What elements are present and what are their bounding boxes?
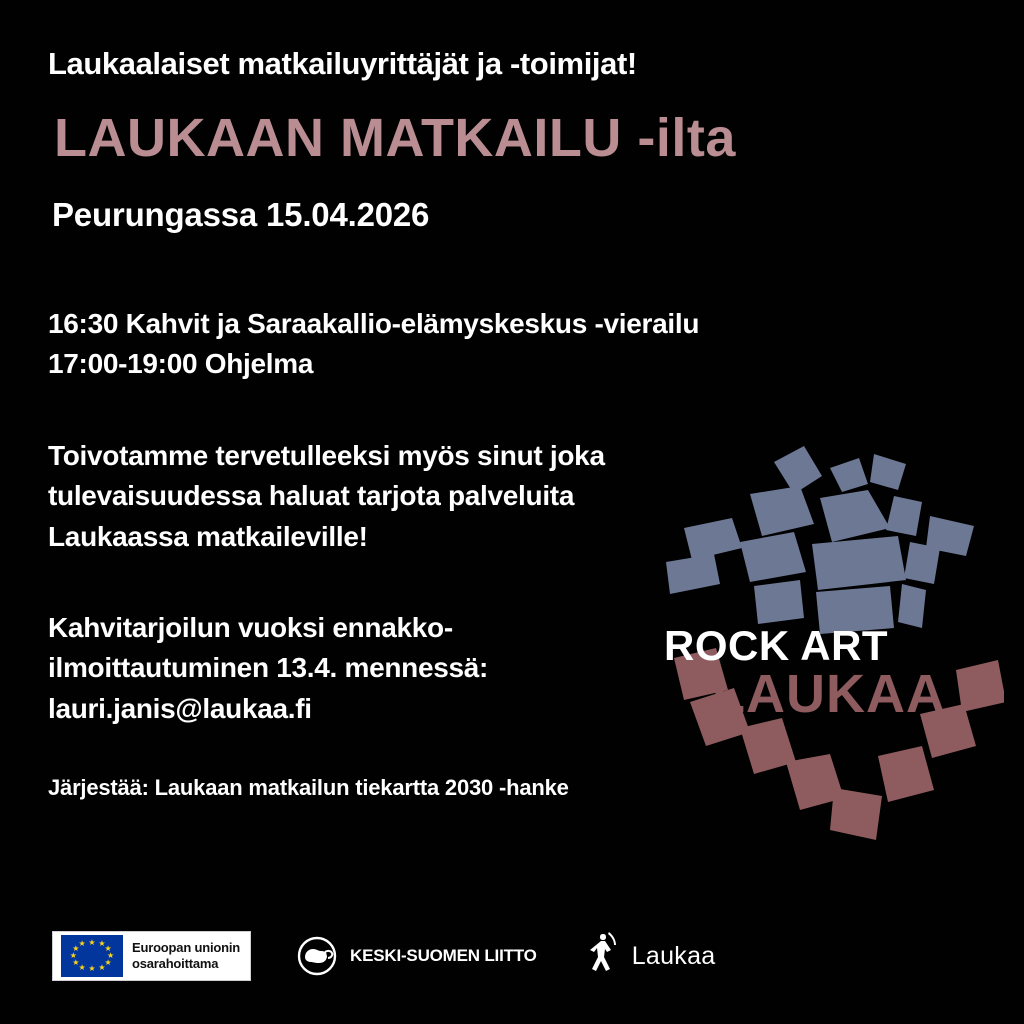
welcome-block [48,436,748,558]
laukaa-municipality-logo [581,930,716,982]
organizer-line: Järjestää: Laukaan matkailun tiekartta 2030 -hanke [48,775,569,801]
signup-block [48,608,748,730]
eu-flag-icon: ★ ★ ★ ★ ★ ★ ★ ★ ★ ★ ★ ★ [61,935,123,977]
welcome-line: Laukaassa matkaileville! [48,521,368,553]
footer-logos [52,930,716,982]
poster-subtitle: Peurungassa 15.04.2026 [52,196,430,234]
laukaa-label: Laukaa [631,941,716,970]
rock-art-word-top: ROCK ART [664,622,889,669]
schedule-block [48,304,748,384]
archer-figure-icon [581,930,625,982]
poster-content [48,46,748,801]
poster-kicker: Laukaalaiset matkailuyrittäjät ja -toimijat! [48,46,637,81]
welcome-line: Toivotamme tervetulleeksi myös sinut joka [48,439,605,471]
eu-funding-logo [52,931,251,981]
welcome-line: tulevaisuudessa haluat tarjota palveluita [48,480,575,512]
eu-funding-line1: Euroopan unionin [132,939,241,955]
signup-line: Kahvitarjoilun vuoksi ennakko- [48,611,453,643]
rock-art-word-bottom: LAUKAA [712,664,946,724]
page-title: LAUKAAN MATKAILU -ilta [54,107,736,168]
eu-funding-line2: osarahoittama [132,956,219,971]
signup-email[interactable]: lauri.janis@laukaa.fi [48,692,312,724]
keski-suomen-liitto-label: KESKI-SUOMEN LIITTO [350,946,537,965]
signup-line: ilmoittautuminen 13.4. mennessä: [48,652,489,684]
keski-suomen-liitto-logo [295,935,537,977]
schedule-line: 17:00-19:00 Ohjelma [48,348,314,380]
schedule-line: 16:30 Kahvit ja Saraakallio-elämyskeskus -vierailu [48,308,700,340]
rock-art-laukaa-logo [654,432,1004,872]
eu-funding-text [132,940,240,973]
sheep-icon [295,935,341,977]
